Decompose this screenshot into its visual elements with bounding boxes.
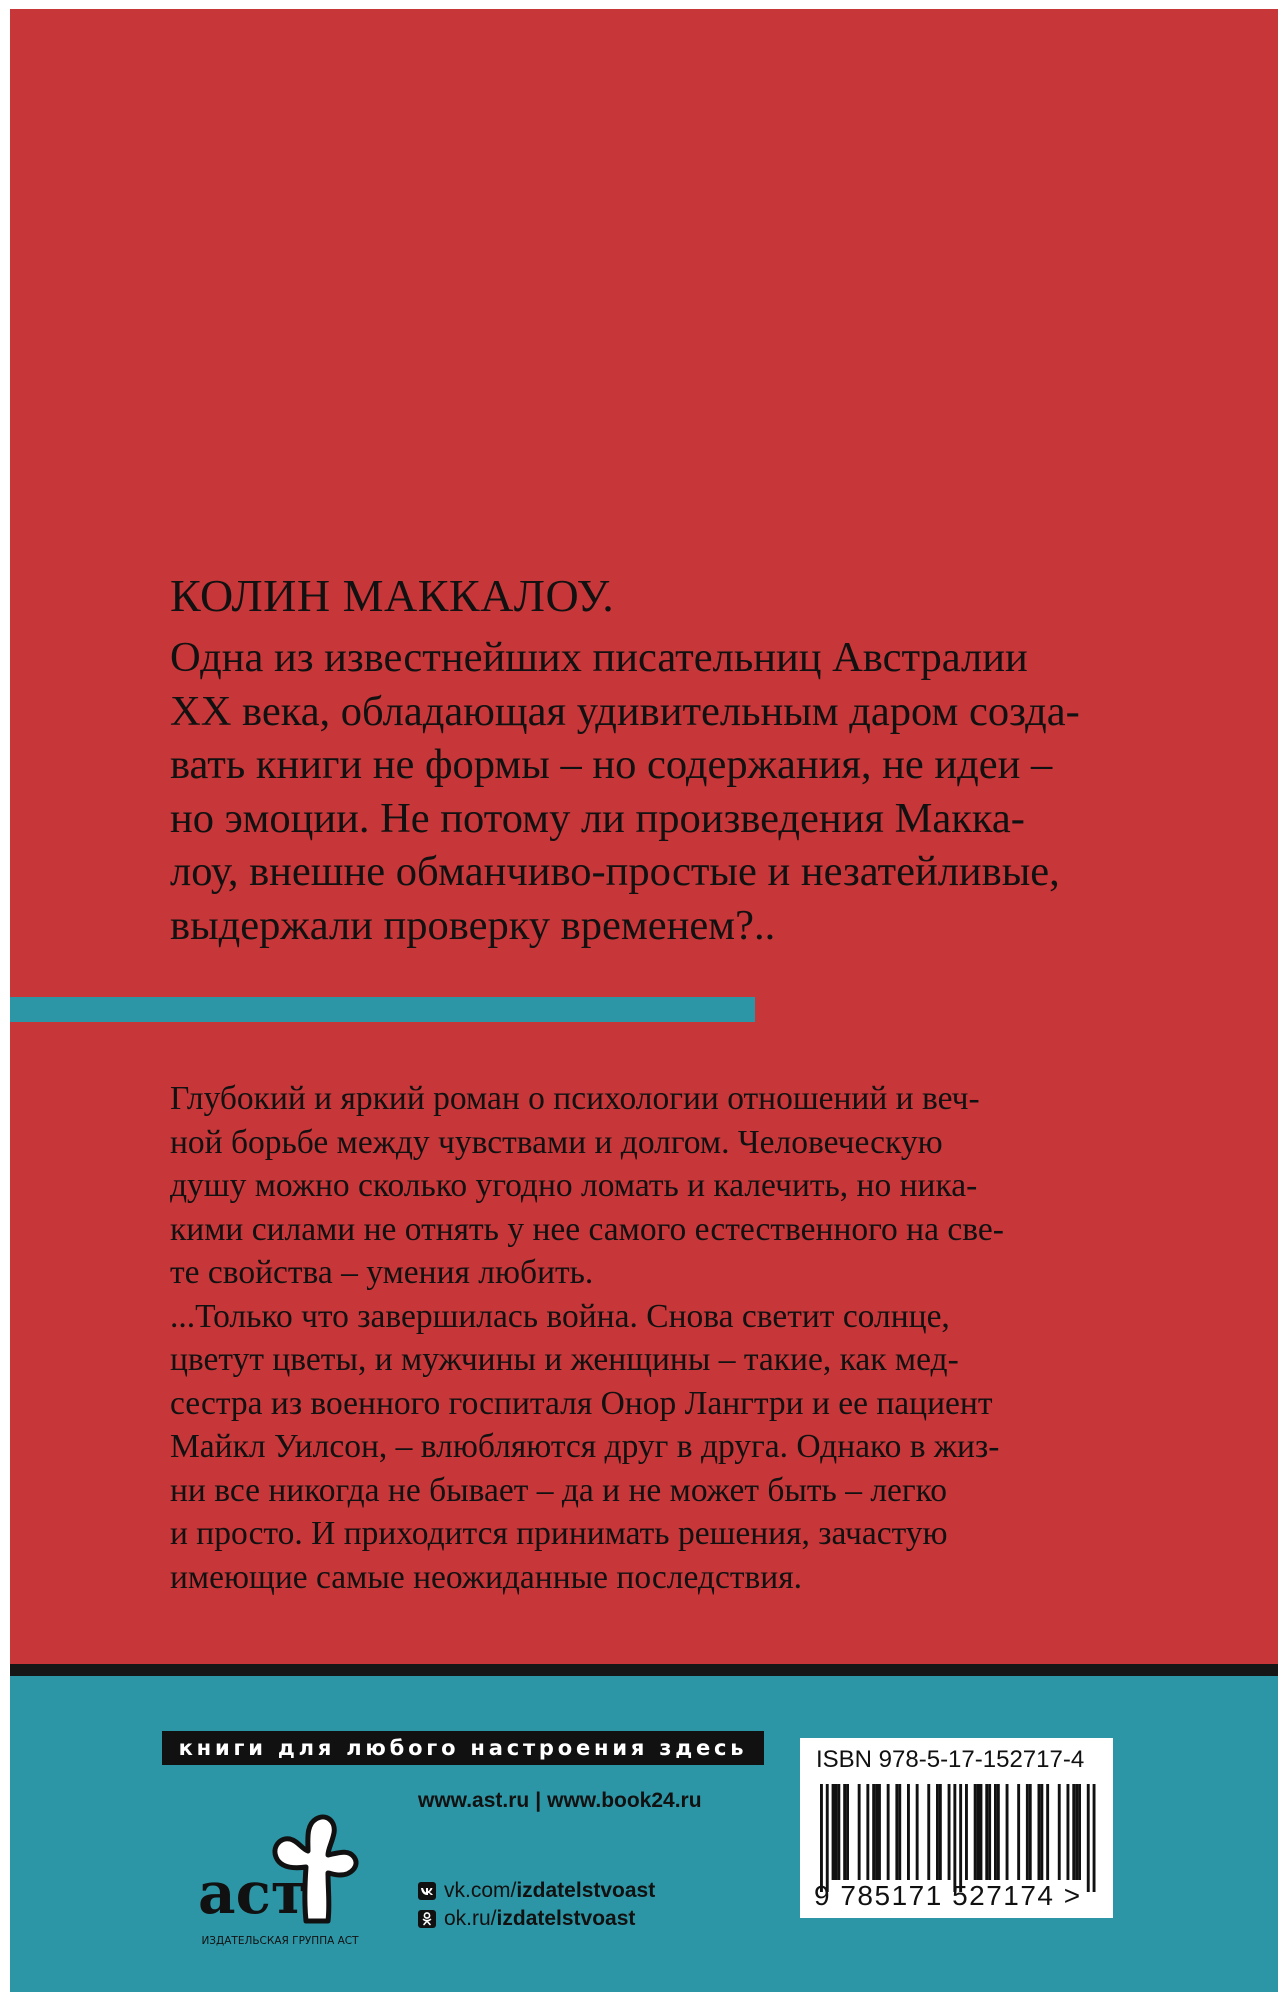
odnoklassniki-icon [418,1910,436,1928]
bio-line: XX века, обладающая удивительным даром созда- [170,687,1080,735]
barcode-digits: 9 785171 527174 > [814,1880,1082,1911]
barcode-bar [985,1784,988,1880]
annotation-line: кими силами не отнять у нее самого естественного на све- [170,1210,1004,1248]
barcode-bar [980,1784,983,1880]
barcode-bar [1046,1784,1049,1880]
vk-icon [418,1882,436,1900]
barcode-guard-bar [1093,1784,1096,1892]
website-ast[interactable]: www.ast.ru [418,1789,530,1812]
author-bio [170,631,1170,952]
bio-line: но эмоции. Не потому ли произведения Макка- [170,794,1025,842]
annotation-line: душу можно сколько угодно ломать и калечить, но ника- [170,1167,978,1204]
teal-divider-stripe [10,997,755,1022]
barcode-guard-bar [953,1784,956,1892]
barcode-bar [1017,1784,1020,1880]
barcode-bar [832,1784,835,1880]
social-vk[interactable] [418,1879,655,1903]
black-divider [10,1664,1278,1676]
ok-domain: ok.ru/ [444,1907,497,1930]
website-separator: | [535,1789,542,1812]
annotation-line: ной борьбе между чувствами и долгом. Человеческую [170,1123,943,1161]
barcode-bar [1075,1784,1078,1880]
barcode-guard-bar [959,1784,962,1892]
website-book24[interactable]: www.book24.ru [547,1789,702,1812]
bio-line: выдержали проверку временем?.. [170,901,776,949]
barcode-bar [994,1784,997,1880]
bio-line: вать книги не формы – но содержания, не идеи – [170,741,1053,788]
annotation-line: имеющие самые неожиданные последствия. [170,1558,803,1596]
annotation-line: ...Только что завершилась война. Снова светит солнце, [170,1297,950,1335]
barcode-guard-bar [820,1784,823,1892]
barcode-bar [1038,1784,1041,1880]
annotation-line: сестра из военного госпиталя Онор Лангтри и ее пациент [170,1384,993,1422]
barcode-bar [1067,1784,1070,1880]
barcode-guard-bar [1087,1784,1090,1892]
vk-domain: vk.com/ [444,1879,517,1902]
barcode-bar [846,1784,849,1880]
publisher-name: ИЗДАТЕЛЬСКАЯ ГРУППА АСТ [201,1935,359,1947]
barcode-bar [965,1784,968,1880]
barcode-bar [837,1784,840,1880]
barcode-bar [858,1784,861,1880]
annotation-line: Майкл Уилсон, – влюбляются друг в друга. Однако в жиз- [170,1428,1000,1465]
barcode-bar [1040,1784,1043,1880]
barcode-bar [1072,1784,1075,1880]
barcode-bar [895,1784,898,1880]
barcode-bar [936,1784,939,1880]
barcode-bar [927,1784,930,1880]
isbn-barcode [800,1738,1113,1918]
barcode-guard-bar [826,1784,829,1892]
slogan-bar: книги для любого настроения здесь [162,1731,764,1765]
barcode-bar [1058,1784,1061,1880]
barcode-bar [939,1784,942,1880]
book-back-cover [10,9,1278,1992]
bio-line: Одна из известнейших писательниц Австралии [170,634,1028,681]
ok-handle: izdatelstvoast [496,1907,636,1930]
website-links [418,1789,702,1813]
barcode-bar [843,1784,846,1880]
barcode-bar [875,1784,878,1880]
barcode-bar [866,1784,869,1880]
barcode-bar [887,1784,890,1880]
barcode-bar [1006,1784,1009,1880]
vk-handle: izdatelstvoast [516,1879,656,1902]
barcode-bar [916,1784,919,1880]
annotation-line: цветут цветы, и мужчины и женщины – такие, как мед- [170,1341,959,1378]
annotation-line: ни все никогда не бывает – да и не может быть – легко [170,1471,947,1509]
bio-line: лоу, внешне обманчиво-простые и незатейливые, [170,848,1060,895]
barcode-bar [907,1784,910,1880]
annotation-line: и просто. И приходится принимать решения, зачастую [170,1515,948,1552]
ast-logo-text: аст [198,1859,307,1927]
isbn-label: ISBN 978-5-17-152717-4 [816,1746,1085,1773]
annotation-line: Глубокий и яркий роман о психологии отношений и веч- [170,1080,980,1117]
barcode-bar [948,1784,951,1880]
barcode-bar [974,1784,977,1880]
barcode-bar [977,1784,980,1880]
barcode-bar [1026,1784,1029,1880]
barcode-bar [1029,1784,1032,1880]
barcode-bar [988,1784,991,1880]
ast-logo [188,1809,368,1929]
book-annotation [170,1077,1170,1599]
barcode-bar [878,1784,881,1880]
annotation-line: те свойства – умения любить. [170,1254,594,1291]
barcode-bar [997,1784,1000,1880]
barcode-bar [898,1784,901,1880]
barcode-bar [872,1784,875,1880]
author-heading: КОЛИН МАККАЛОУ. [170,570,615,621]
barcode-bar [1078,1784,1081,1880]
barcode-bar [835,1784,838,1880]
social-ok[interactable] [418,1907,635,1931]
